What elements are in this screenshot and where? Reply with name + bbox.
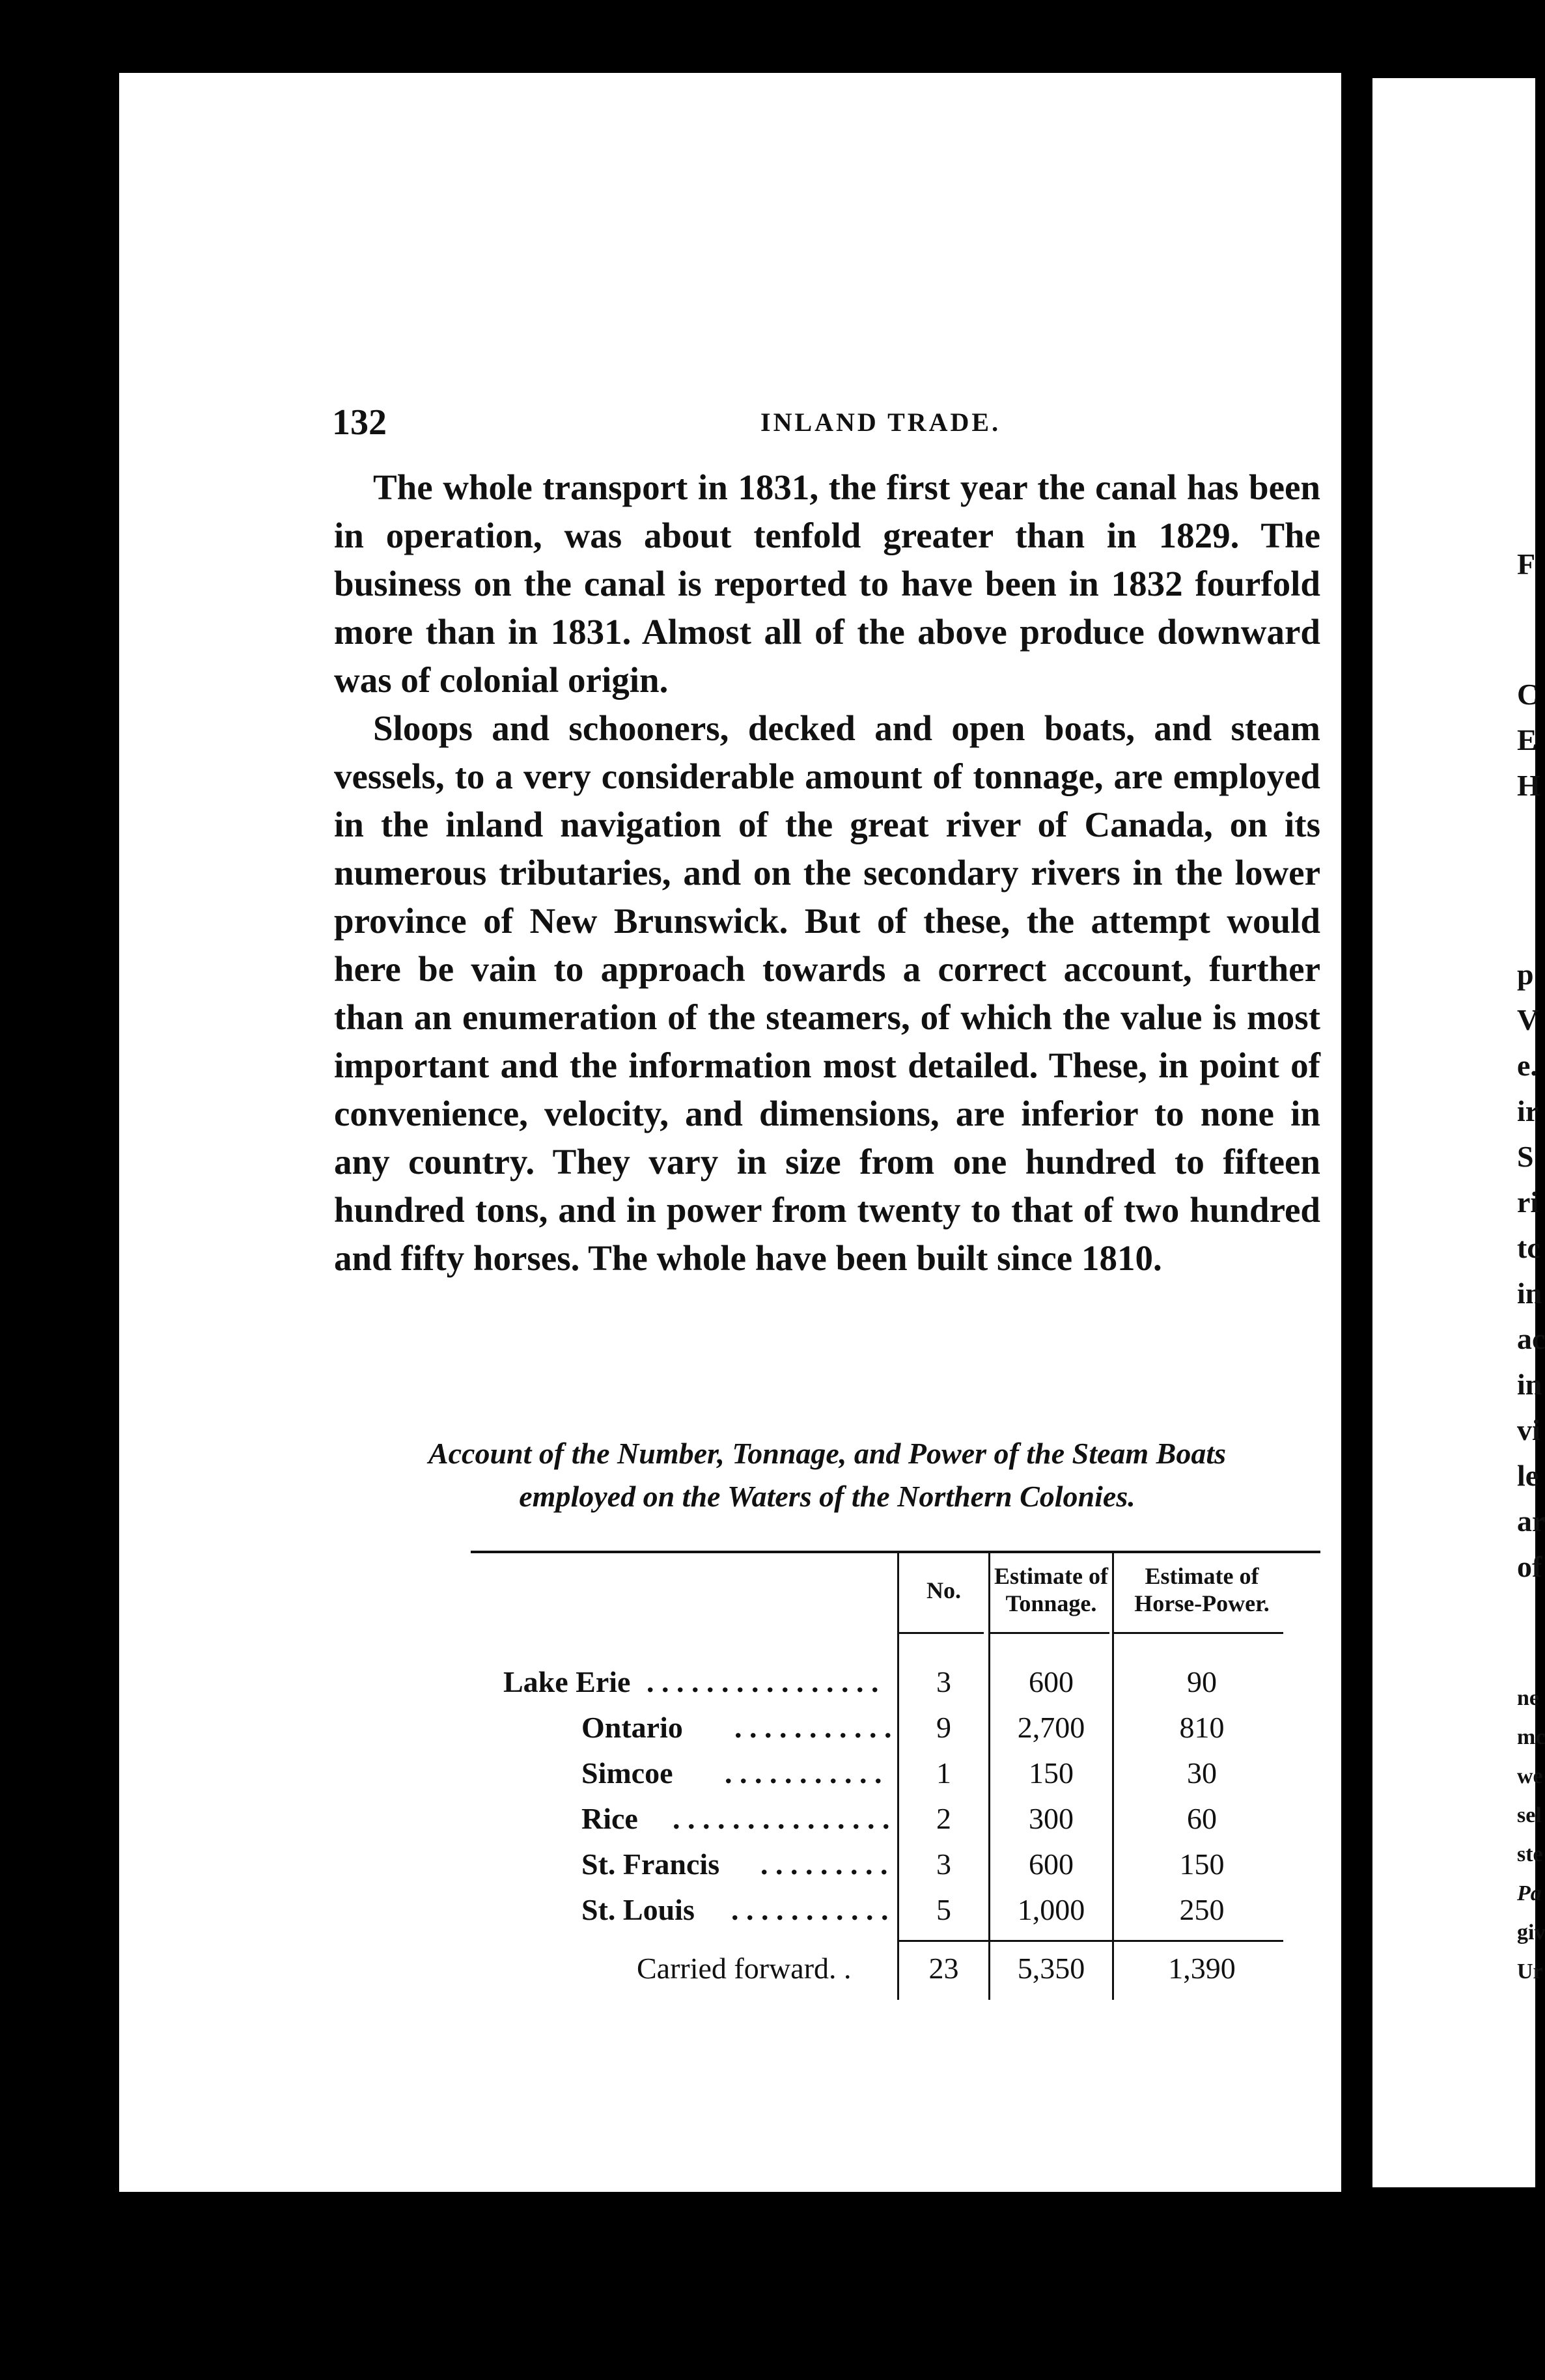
total-power: 1,390 — [1168, 1952, 1236, 1985]
edge-fragment: tc — [1517, 1231, 1540, 1264]
edge-fragment: in — [1517, 1368, 1542, 1401]
row-tonnage: 600 — [1029, 1847, 1074, 1881]
edge-fragment: Pa — [1517, 1881, 1542, 1905]
edge-fragment: S — [1517, 1140, 1534, 1173]
edge-fragment: H — [1517, 769, 1540, 802]
leader-dots: . . . . . . . . . — [760, 1847, 888, 1881]
body-text — [334, 464, 1320, 1282]
running-title: INLAND TRADE. — [760, 408, 1001, 437]
row-power: 60 — [1187, 1802, 1217, 1835]
facing-page-edge — [1372, 78, 1545, 2187]
total-tonnage: 5,350 — [1017, 1952, 1085, 1985]
edge-fragment: e. — [1517, 1049, 1538, 1082]
header-power — [1114, 1562, 1290, 1617]
total-label: Carried forward. . — [637, 1952, 852, 1985]
leader-dots: . . . . . . . . . . . — [734, 1711, 892, 1744]
edge-fragment: Ur — [1517, 1959, 1543, 1984]
row-power: 810 — [1179, 1711, 1225, 1744]
leader-dots: . . . . . . . . . . . — [731, 1893, 889, 1926]
edge-fragment: we — [1517, 1764, 1543, 1788]
edge-fragment: le — [1517, 1459, 1539, 1492]
edge-fragment: in — [1517, 1277, 1542, 1310]
edge-fragment: E — [1517, 723, 1537, 756]
row-label: St. Francis — [581, 1847, 720, 1881]
header-tonnage-line-1: Estimate of — [994, 1563, 1108, 1589]
edge-fragment: C — [1517, 678, 1539, 711]
row-tonnage: 1,000 — [1017, 1893, 1085, 1926]
row-no: 3 — [936, 1665, 951, 1698]
table-caption — [334, 1432, 1320, 1518]
edge-fragment: p — [1517, 958, 1534, 991]
row-tonnage: 150 — [1029, 1756, 1074, 1790]
header-power-line-1: Estimate of — [1145, 1563, 1259, 1589]
row-label: Rice — [581, 1802, 638, 1835]
edge-fragment: ste — [1517, 1842, 1543, 1866]
table-row — [471, 1801, 1320, 1847]
row-no: 2 — [936, 1802, 951, 1835]
total-row — [471, 1951, 1320, 1997]
edge-fragment: ne — [1517, 1686, 1539, 1710]
caption-line-2: employed on the Waters of the Northern Colonies. — [519, 1480, 1135, 1513]
header-no: No. — [926, 1577, 961, 1603]
table-row — [471, 1756, 1320, 1801]
edge-fragment: ar — [1517, 1504, 1545, 1538]
row-label: St. Louis — [581, 1893, 695, 1926]
edge-fragment: ir — [1517, 1094, 1539, 1128]
book-page — [119, 73, 1341, 2192]
total-rule — [899, 1940, 1283, 1942]
row-no: 3 — [936, 1847, 951, 1881]
edge-fragment: sel — [1517, 1803, 1542, 1827]
header-tonnage — [990, 1562, 1112, 1617]
table-row — [471, 1710, 1320, 1756]
edge-fragment: giv — [1517, 1920, 1545, 1944]
row-no: 9 — [936, 1711, 951, 1744]
row-label: Lake Erie — [503, 1665, 631, 1698]
page-header — [119, 402, 1341, 447]
row-tonnage: 600 — [1029, 1665, 1074, 1698]
row-tonnage: 2,700 — [1017, 1711, 1085, 1744]
edge-fragment: V — [1517, 1003, 1539, 1036]
edge-fragment: F — [1517, 547, 1536, 581]
header-underline — [1114, 1632, 1283, 1634]
edge-fragment: of — [1517, 1550, 1542, 1583]
edge-fragment: mc — [1517, 1725, 1545, 1749]
row-label: Ontario — [581, 1711, 683, 1744]
leader-dots: . . . . . . . . . . . . . . . . — [647, 1665, 879, 1698]
total-no: 23 — [928, 1952, 959, 1985]
paragraph-1: The whole transport in 1831, the first year the canal has been in operation, was about tenfold greater than in 1829. The business on the canal is reported to have been in 1832 fourfold more than in 1831. Almost all of the above produce downward was of colonial origin. — [334, 467, 1320, 700]
header-power-line-2: Horse-Power. — [1134, 1590, 1270, 1616]
table-row — [471, 1665, 1320, 1710]
table-row — [471, 1892, 1320, 1938]
row-no: 1 — [936, 1756, 951, 1790]
table-row — [471, 1847, 1320, 1892]
paragraph-2: Sloops and schooners, decked and open boats, and steam vessels, to a very considerable amount of tonnage, are employed in the inland navigation of the great river of Canada, on its numerous tributaries, and on the secondary rivers in the lower province of New Brunswick. But of these, the attempt would here be vain to approach towards a correct account, further than an enumeration of the steamers, of which the value is most important and the information most detailed. These, in point of convenience, velocity, and dimensions, are inferior to none in any country. They vary in size from one hundred to fifteen hundred tons, and in power from twenty to that of two hundred and fifty horses. The whole have been built since 1810. — [334, 708, 1320, 1278]
leader-dots: . . . . . . . . . . . . . . . — [673, 1802, 890, 1835]
steamboat-table — [471, 1551, 1320, 2006]
caption-line-1: Account of the Number, Tonnage, and Power of the Steam Boats — [428, 1437, 1227, 1470]
row-power: 250 — [1179, 1893, 1225, 1926]
header-underline — [990, 1632, 1109, 1634]
header-tonnage-line-2: Tonnage. — [1005, 1590, 1097, 1616]
table-top-rule — [471, 1551, 1320, 1553]
edge-fragment: ac — [1517, 1322, 1545, 1355]
leader-dots: . . . . . . . . . . . — [725, 1756, 882, 1790]
edge-fragment: ri — [1517, 1185, 1539, 1219]
edge-fragment: vi — [1517, 1413, 1540, 1446]
row-power: 30 — [1187, 1756, 1217, 1790]
row-no: 5 — [936, 1893, 951, 1926]
row-power: 90 — [1187, 1665, 1217, 1698]
row-tonnage: 300 — [1029, 1802, 1074, 1835]
row-label: Simcoe — [581, 1756, 673, 1790]
header-underline — [899, 1632, 984, 1634]
page-number: 132 — [332, 402, 387, 443]
row-power: 150 — [1179, 1847, 1225, 1881]
